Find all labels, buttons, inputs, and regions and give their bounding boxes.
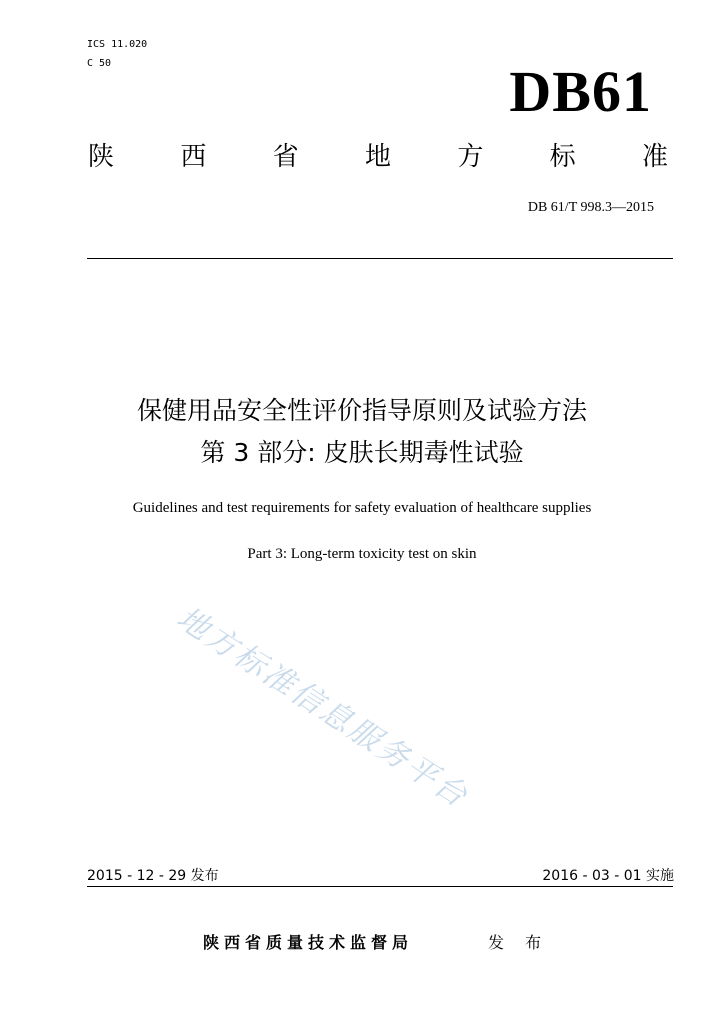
doc-type-char: 方 — [457, 142, 484, 172]
issue-label: 发 布 — [488, 933, 550, 952]
doc-type-char: 地 — [364, 142, 391, 172]
doc-type-char: 西 — [180, 142, 207, 172]
standard-logo: DB61 — [509, 59, 652, 124]
doc-type-char: 标 — [549, 142, 576, 172]
title-en-line2: Part 3: Long-term toxicity test on skin — [247, 546, 477, 562]
ics-code: ICS 11.020 — [87, 39, 148, 50]
title-zh-line2: 第 3 部分: 皮肤长期毒性试验 — [200, 438, 524, 467]
bottom-divider — [87, 886, 673, 887]
title-zh-line1: 保健用品安全性评价指导原则及试验方法 — [136, 396, 587, 425]
issuing-authority: 陕西省质量技术监督局 — [203, 933, 414, 952]
document-type — [88, 140, 668, 174]
issue-date: 2015 - 12 - 29 发布 — [87, 868, 219, 884]
title-en-line1: Guidelines and test requirements for safety evaluation of healthcare supplies — [132, 500, 592, 516]
doc-type-char: 准 — [641, 142, 668, 172]
top-divider — [87, 258, 673, 259]
watermark: 地方标准信息服务平台 — [170, 600, 476, 816]
implementation-date: 2016 - 03 - 01 实施 — [542, 868, 674, 884]
ccs-code: C 50 — [87, 58, 112, 69]
doc-type-char: 陕 — [88, 142, 115, 172]
standard-number: DB 61/T 998.3—2015 — [527, 200, 654, 215]
doc-type-char: 省 — [272, 142, 299, 172]
